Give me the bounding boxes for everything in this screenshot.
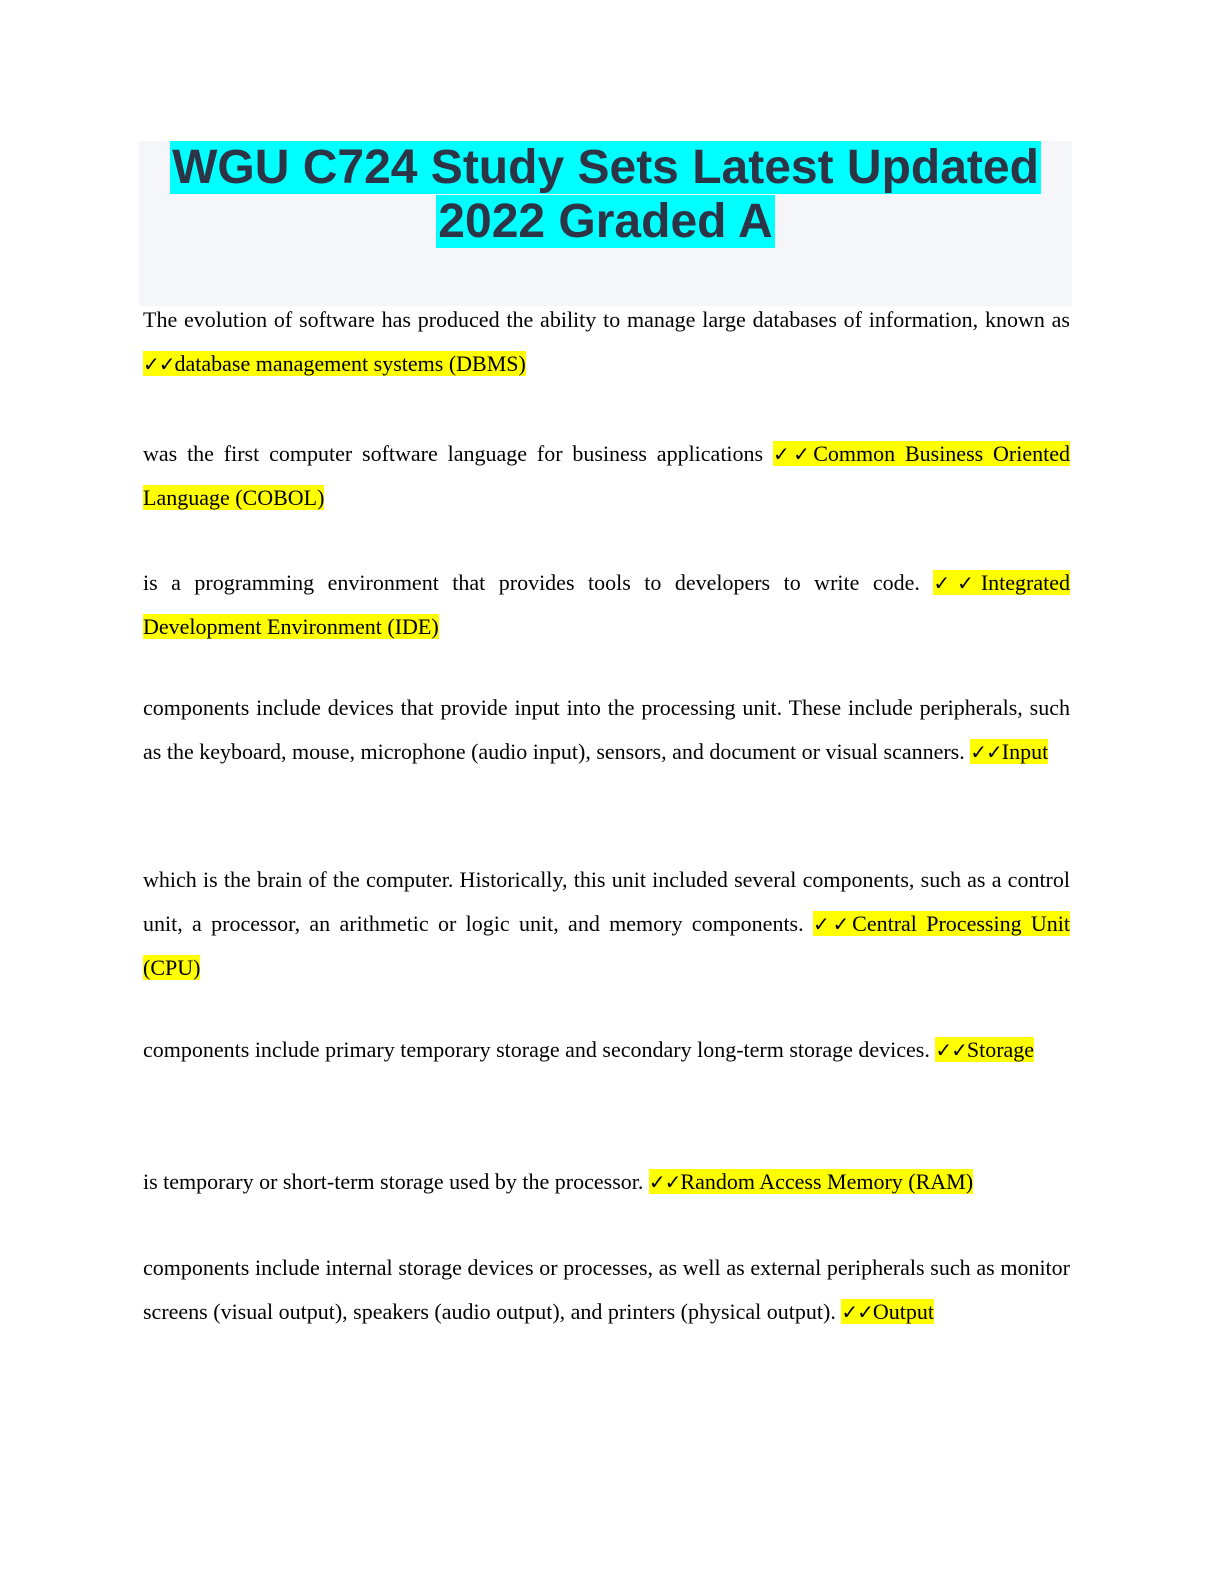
question-text: components include primary temporary storage and secondary long-term storage devices. [143,1037,930,1062]
qa-item-cpu [143,858,1070,990]
qa-item-input [143,686,1070,774]
answer-text: Random Access Memory (RAM) [680,1169,974,1194]
answer-highlight [143,351,526,376]
qa-item-ide [143,561,1070,649]
qa-item-storage [143,1028,1070,1072]
question-text: was the first computer software language for business applications [143,441,764,466]
answer-highlight [970,739,1048,764]
answer-text: Integrated Development Environment (IDE) [143,570,1071,639]
question-text: components include devices that provide input into the processing unit. These include peripherals, such as the keyboard, mouse, microphone (audio input), sensors, and document or visual scanners. [143,695,1070,764]
qa-item-dbms [143,298,1070,386]
question-text: is temporary or short-term storage used by the processor. [143,1169,644,1194]
qa-item-ram [143,1160,1070,1204]
answer-highlight [935,1037,1034,1062]
title-line-1: WGU C724 Study Sets Latest Updated [172,141,1039,194]
qa-item-output [143,1246,1070,1334]
title-line-2: 2022 Graded A [438,195,773,248]
qa-item-cobol [143,432,1070,520]
document-title [139,141,1072,249]
double-check-icon: ✓✓ [143,352,175,376]
answer-text: Input [1001,739,1049,764]
title-block [139,141,1072,306]
question-text: components include internal storage devices or processes, as well as external peripherals such as monitor screens (visual output), speakers (audio output), and printers (physical output). [143,1255,1070,1324]
question-text: The evolution of software has produced the ability to manage large databases of information, known as [143,307,1070,332]
answer-text: Common Business Oriented Language (COBOL) [143,441,1071,510]
answer-text: Output [872,1299,934,1324]
question-text: which is the brain of the computer. Historically, this unit included several components, such as a control unit, a processor, an arithmetic or logic unit, and memory components. [143,867,1070,936]
answer-text: Central Processing Unit (CPU) [143,911,1071,980]
double-check-icon: ✓✓ [772,442,814,466]
answer-highlight [649,1169,973,1194]
answer-text: database management systems (DBMS) [174,351,526,376]
double-check-icon: ✓✓ [812,912,853,936]
double-check-icon: ✓✓ [935,1038,967,1062]
answer-text: Storage [966,1037,1035,1062]
double-check-icon: ✓✓ [841,1300,873,1324]
answer-highlight [841,1299,934,1324]
question-text: is a programming environment that provides tools to developers to write code. [143,570,920,595]
double-check-icon: ✓✓ [648,1170,681,1194]
double-check-icon: ✓✓ [970,740,1002,764]
double-check-icon: ✓✓ [933,571,981,595]
